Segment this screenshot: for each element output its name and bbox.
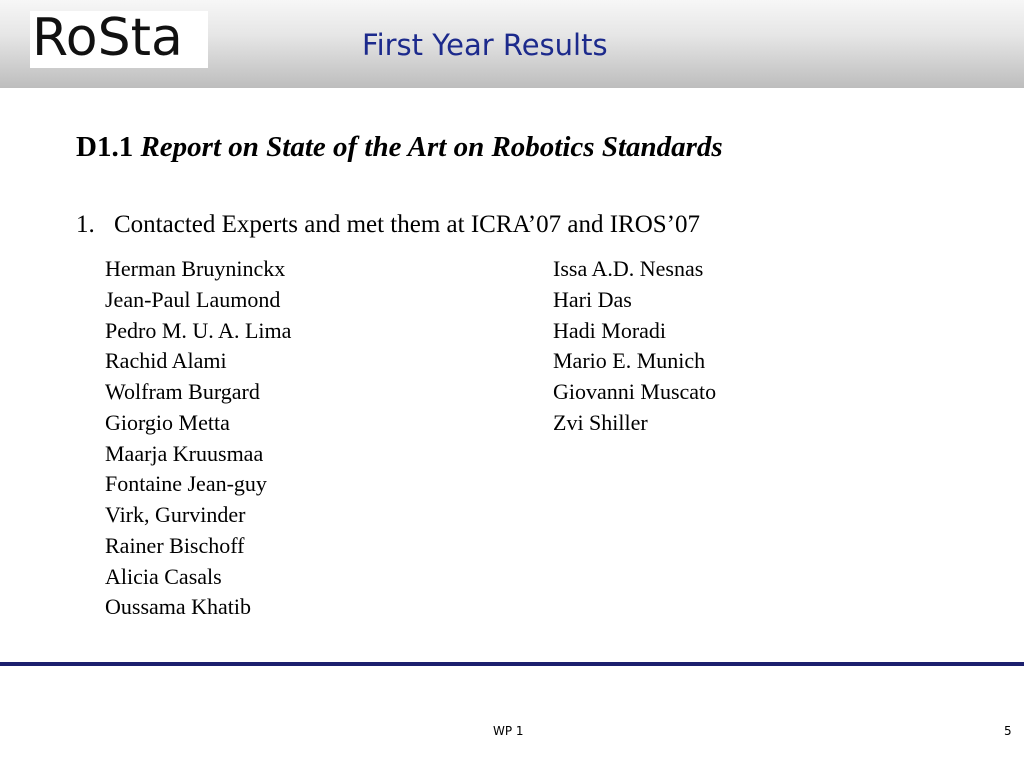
expert-name: Virk, Gurvinder [105, 502, 246, 527]
slide-title: First Year Results [362, 28, 608, 62]
expert-name: Hadi Moradi [553, 317, 667, 343]
experts-right-column [553, 254, 716, 439]
expert-name: Alicia Casals [105, 563, 222, 589]
footer-label: WP 1 [493, 724, 524, 738]
deliverable-code: D1.1 [76, 131, 134, 163]
footer-divider [0, 662, 1024, 666]
expert-name: Oussama Khatib [105, 594, 252, 620]
expert-name: Rainer Bischoff [105, 532, 245, 558]
expert-name: Fontaine Jean-guy [105, 471, 267, 497]
numbered-list-item [76, 208, 700, 242]
deliverable-title: Report on State of the Art on Robotics Standards [140, 131, 723, 163]
expert-name: Giorgio Metta [105, 409, 230, 435]
expert-name: Issa A.D. Nesnas [553, 256, 704, 281]
expert-name: Herman Bruyninckx [105, 256, 286, 281]
expert-name: Wolfram Burgard [105, 379, 260, 404]
experts-left-column [105, 254, 291, 623]
page-number: 5 [1004, 724, 1012, 738]
header-band [0, 0, 1024, 88]
expert-name: Giovanni Muscato [553, 379, 717, 404]
list-number: 1. [76, 211, 95, 238]
logo-text: RoSta [32, 8, 183, 68]
expert-name: Rachid Alami [105, 348, 227, 374]
expert-name: Zvi Shiller [553, 409, 648, 435]
expert-name: Jean-Paul Laumond [105, 286, 281, 312]
list-item-text: Contacted Experts and met them at ICRA’07 and IROS’07 [114, 211, 700, 238]
expert-name: Hari Das [553, 286, 632, 312]
deliverable-heading [76, 128, 723, 166]
rosta-logo [30, 8, 208, 68]
expert-name: Pedro M. U. A. Lima [105, 317, 292, 343]
expert-name: Maarja Kruusmaa [105, 440, 264, 466]
expert-name: Mario E. Munich [553, 348, 706, 374]
